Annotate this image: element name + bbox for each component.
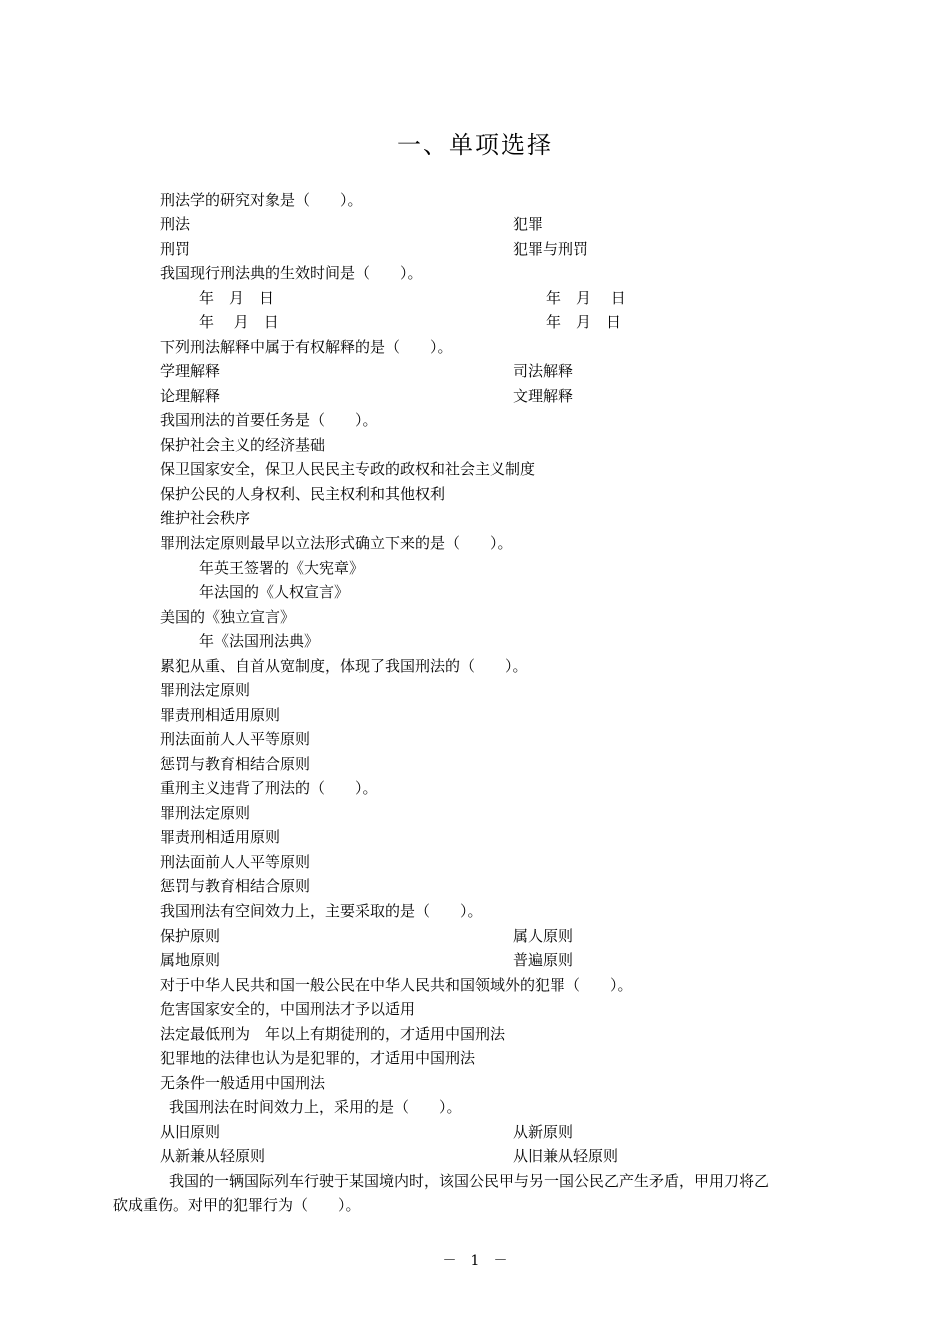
page-number: － 1 － bbox=[442, 1253, 508, 1269]
text-line: 犯罪与刑罚 bbox=[513, 240, 589, 258]
text-line: 刑法 bbox=[160, 215, 191, 233]
text-line: 无条件一般适用中国刑法 bbox=[160, 1074, 326, 1092]
text-line: 从旧兼从轻原则 bbox=[513, 1147, 619, 1165]
text-line: 惩罚与教育相结合原则 bbox=[160, 755, 311, 773]
text-line: 累犯从重、自首从宽制度，体现了我国刑法的（ ）。 bbox=[160, 657, 528, 675]
text-line: 年法国的《人权宣言》 bbox=[199, 583, 350, 601]
text-line: 属人原则 bbox=[513, 927, 574, 945]
text-line: 我国刑法有空间效力上，主要采取的是（ ）。 bbox=[160, 902, 483, 920]
text-line: 我国的一辆国际列车行驶于某国境内时，该国公民甲与另一国公民乙产生矛盾，甲用刀将乙 bbox=[169, 1172, 770, 1190]
text-line: 我国现行刑法典的生效时间是（ ）。 bbox=[160, 264, 423, 282]
text-line: 惩罚与教育相结合原则 bbox=[160, 877, 311, 895]
page-title: 一、单项选择 bbox=[397, 131, 553, 159]
text-line: 从新兼从轻原则 bbox=[160, 1147, 266, 1165]
text-line: 论理解释 bbox=[160, 387, 221, 405]
text-line: 刑法面前人人平等原则 bbox=[160, 730, 311, 748]
text-line: 刑罚 bbox=[160, 240, 191, 258]
text-line: 司法解释 bbox=[513, 362, 574, 380]
text-line: 罪刑法定原则最早以立法形式确立下来的是（ ）。 bbox=[160, 534, 513, 552]
text-line: 维护社会秩序 bbox=[160, 509, 251, 527]
text-line: 我国刑法的首要任务是（ ）。 bbox=[160, 411, 378, 429]
text-line: 危害国家安全的，中国刑法才予以适用 bbox=[160, 1000, 416, 1018]
text-line: 罪刑法定原则 bbox=[160, 804, 251, 822]
text-line: 年 月 日 bbox=[199, 289, 275, 307]
text-line: 保护原则 bbox=[160, 927, 221, 945]
text-line: 从新原则 bbox=[513, 1123, 574, 1141]
text-line: 年《法国刑法典》 bbox=[199, 632, 320, 650]
text-line: 保护社会主义的经济基础 bbox=[160, 436, 326, 454]
text-line: 罪刑法定原则 bbox=[160, 681, 251, 699]
text-line: 犯罪地的法律也认为是犯罪的，才适用中国刑法 bbox=[160, 1049, 476, 1067]
text-line: 年 月 日 bbox=[199, 313, 279, 331]
text-line: 重刑主义违背了刑法的（ ）。 bbox=[160, 779, 378, 797]
text-line: 刑法学的研究对象是（ ）。 bbox=[160, 191, 363, 209]
text-line: 普遍原则 bbox=[513, 951, 574, 969]
text-line: 从旧原则 bbox=[160, 1123, 221, 1141]
text-line: 属地原则 bbox=[160, 951, 221, 969]
text-line: 刑法面前人人平等原则 bbox=[160, 853, 311, 871]
text-line: 年英王签署的《大宪章》 bbox=[199, 559, 365, 577]
text-line: 罪责刑相适用原则 bbox=[160, 828, 281, 846]
text-line: 文理解释 bbox=[513, 387, 574, 405]
text-line: 法定最低刑为 年以上有期徒刑的，才适用中国刑法 bbox=[160, 1025, 506, 1043]
text-line: 我国刑法在时间效力上，采用的是（ ）。 bbox=[169, 1098, 462, 1116]
text-line: 保护公民的人身权利、民主权利和其他权利 bbox=[160, 485, 446, 503]
text-line: 年 月 日 bbox=[546, 289, 626, 307]
text-line: 年 月 日 bbox=[546, 313, 622, 331]
text-line: 学理解释 bbox=[160, 362, 221, 380]
text-line: 保卫国家安全，保卫人民民主专政的政权和社会主义制度 bbox=[160, 460, 536, 478]
text-line: 砍成重伤。对甲的犯罪行为（ ）。 bbox=[113, 1196, 361, 1214]
text-line: 对于中华人民共和国一般公民在中华人民共和国领域外的犯罪（ ）。 bbox=[160, 976, 633, 994]
text-line: 犯罪 bbox=[513, 215, 544, 233]
text-line: 罪责刑相适用原则 bbox=[160, 706, 281, 724]
text-line: 下列刑法解释中属于有权解释的是（ ）。 bbox=[160, 338, 453, 356]
text-line: 美国的《独立宣言》 bbox=[160, 608, 296, 626]
